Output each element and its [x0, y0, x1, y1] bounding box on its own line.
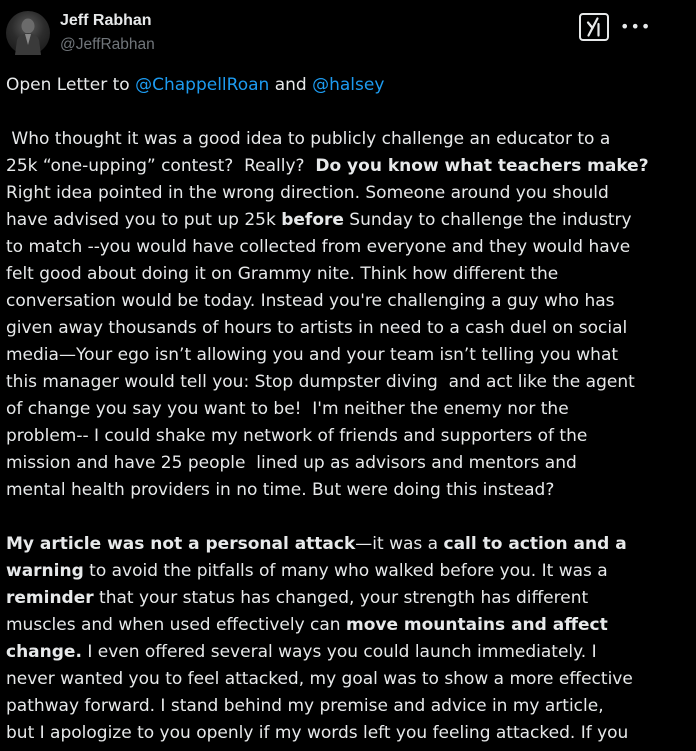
paragraph-gap: [6, 99, 696, 126]
profile-photo-icon: [6, 11, 50, 55]
text-line: pathway forward. I stand behind my premise and advice in my article,: [6, 696, 604, 716]
bold-text: move mountains and affect: [345, 615, 608, 635]
text-line: felt good about doing it on Grammy nite. Think how different the: [6, 264, 559, 284]
text-line: [6, 207, 696, 234]
bold-text: change.: [6, 642, 82, 662]
text-line: media—Your ego isn’t allowing you and your team isn’t telling you what: [6, 345, 619, 365]
bold-text: reminder: [6, 588, 94, 608]
bold-text: My article was not a personal attack: [6, 534, 356, 554]
text-segment: —it was a: [355, 534, 444, 554]
text-line: of change you say you want to be! I'm neither the enemy nor the: [6, 399, 569, 419]
author-handle[interactable]: @JeffRabhan: [60, 36, 155, 53]
post-text: [6, 72, 696, 747]
text-segment: I even offered several ways you could launch immediately. I: [81, 642, 597, 662]
mention-halsey[interactable]: @halsey: [312, 75, 385, 95]
mention-chappellroan[interactable]: @ChappellRoan: [135, 75, 270, 95]
text-line: problem-- I could shake my network of friends and supporters of the: [6, 426, 588, 446]
text-line: mission and have 25 people lined up as advisors and mentors and: [6, 453, 577, 473]
more-options-icon[interactable]: •••: [620, 17, 652, 36]
text-line: but I apologize to you openly if my words left you feeling attacked. If you: [6, 723, 629, 743]
text-segment: Sunday to challenge the industry: [343, 210, 632, 230]
text-line: [6, 585, 696, 612]
text-line: [6, 639, 696, 666]
avatar[interactable]: [6, 11, 50, 55]
text-line: [6, 126, 696, 153]
bold-text: warning: [6, 561, 84, 581]
intro-text: Open Letter to: [6, 75, 136, 95]
bold-text: before: [281, 210, 344, 230]
bold-text: call to action and a: [443, 534, 627, 554]
bold-text: Do you know what teachers make?: [315, 156, 649, 176]
intro-line: [6, 72, 696, 99]
text-segment: have advised you to put up 25k: [6, 210, 282, 230]
text-line: this manager would tell you: Stop dumpster diving and act like the agent: [6, 372, 635, 392]
grok-button[interactable]: [579, 13, 609, 41]
author-name[interactable]: Jeff Rabhan: [60, 12, 152, 29]
text-line: mental health providers in no time. But were doing this instead?: [6, 480, 555, 500]
text-line: [6, 531, 696, 558]
text-segment: that your status has changed, your strength has different: [93, 588, 589, 608]
text-line: [6, 153, 696, 180]
intro-and: and: [269, 75, 313, 95]
text-line: [6, 558, 696, 585]
paragraph-gap: [6, 504, 696, 531]
post-header: [0, 0, 652, 66]
text-line: Right idea pointed in the wrong direction. Someone around you should: [6, 183, 609, 203]
text-line: conversation would be today. Instead you're challenging a guy who has: [6, 291, 615, 311]
text-segment: muscles and when used effectively can: [6, 615, 346, 635]
grok-icon: [581, 15, 607, 39]
text-segment: 25k “one-upping” contest? Really?: [6, 156, 316, 176]
text-segment: to avoid the pitfalls of many who walked before you. It was a: [83, 561, 608, 581]
text-segment: Who thought it was a good idea to publicly challenge an educator to a: [6, 129, 611, 149]
text-line: never wanted you to feel attacked, my goal was to show a more effective: [6, 669, 633, 689]
text-line: [6, 612, 696, 639]
text-line: given away thousands of hours to artists in need to a cash duel on social: [6, 318, 628, 338]
text-line: to match --you would have collected from everyone and they would have: [6, 237, 631, 257]
